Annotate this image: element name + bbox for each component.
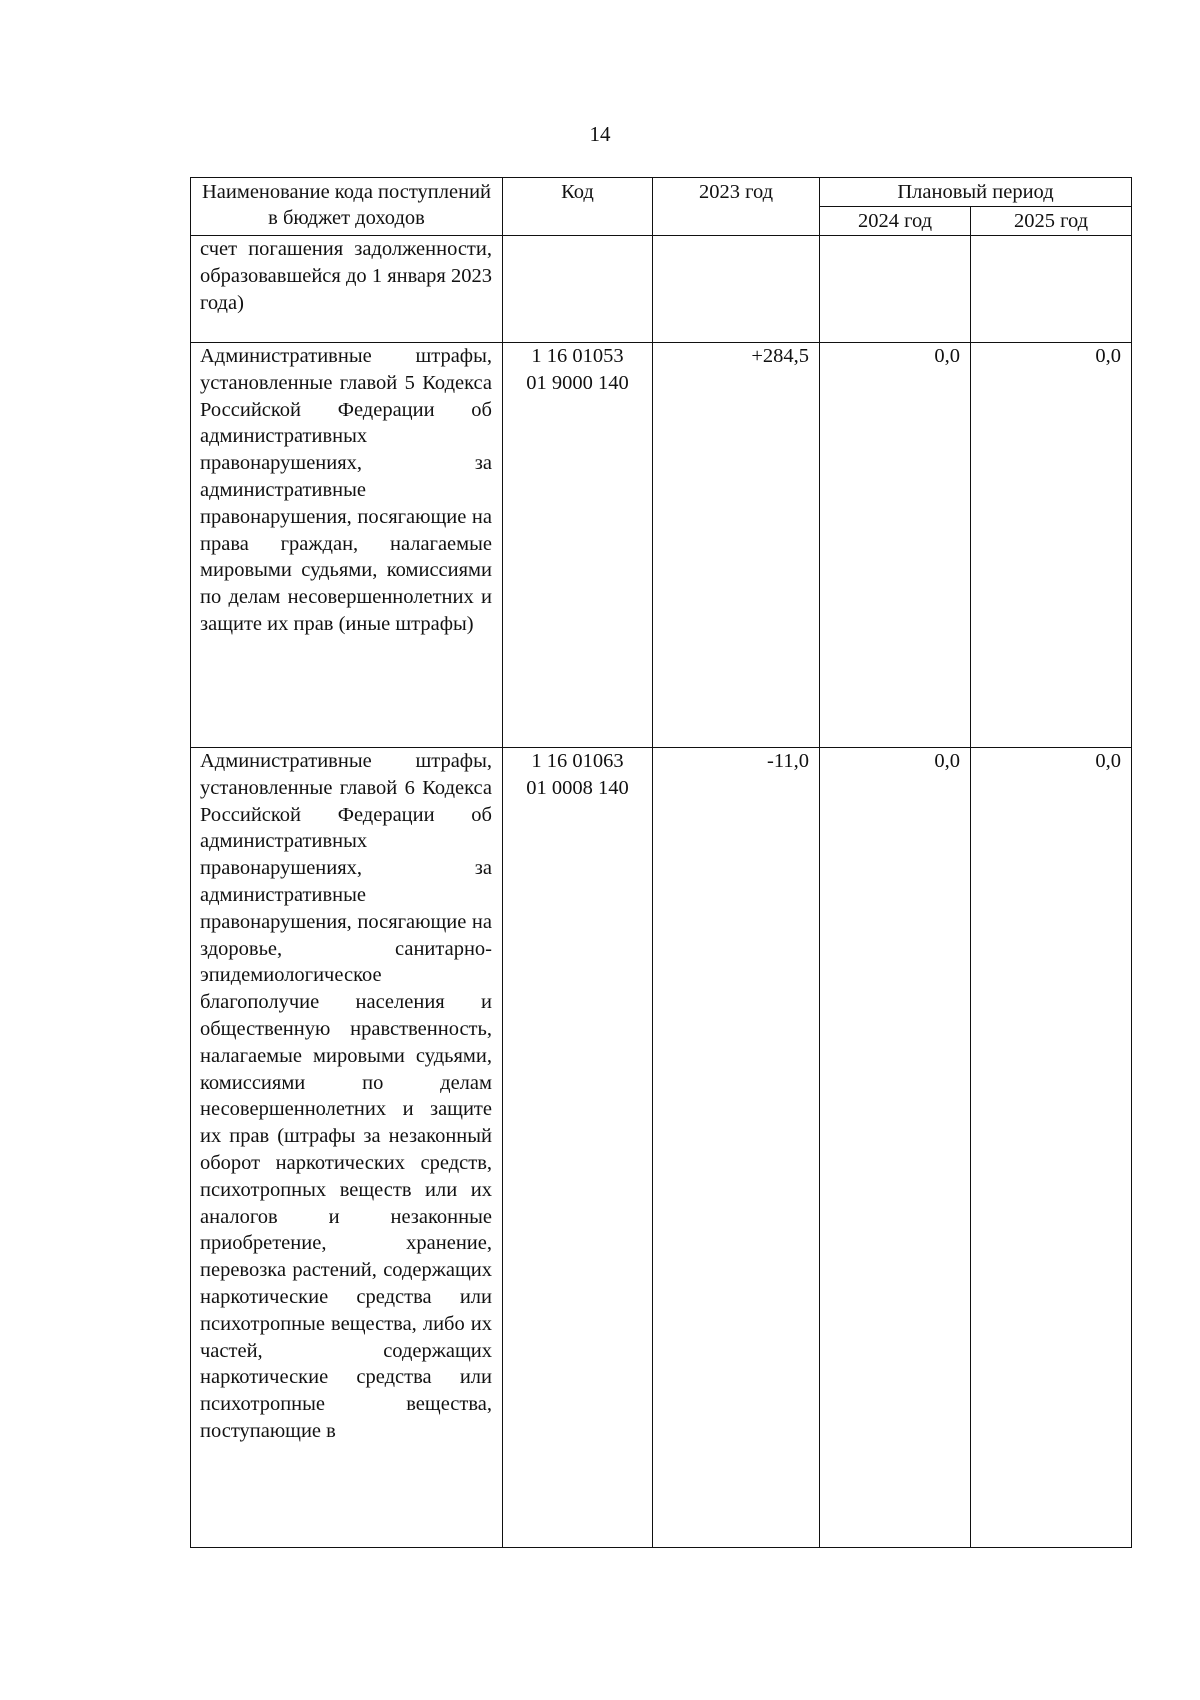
row-value-2024: 0,0 [820, 343, 971, 748]
header-name: Наименование кода поступлений в бюджет доходов [191, 178, 503, 236]
row-code-line: 1 16 01053 [531, 345, 624, 367]
row-code-line: 01 9000 140 [526, 371, 629, 394]
row-code-line: 1 16 01063 [531, 750, 624, 772]
table-header-row [191, 178, 1132, 207]
row-name: счет погашения задолженности, образовавшейся до 1 января 2023 года) [191, 236, 503, 343]
row-code [503, 343, 653, 748]
table-row [191, 343, 1132, 748]
row-value-2024 [820, 236, 971, 343]
row-value-2023: +284,5 [653, 343, 820, 748]
table-row [191, 748, 1132, 1548]
row-value-2023 [653, 236, 820, 343]
header-code: Код [503, 178, 653, 236]
page-number: 14 [589, 122, 611, 146]
header-year-2025: 2025 год [971, 207, 1132, 236]
row-value-2024: 0,0 [820, 748, 971, 1548]
row-value-2023: -11,0 [653, 748, 820, 1548]
table-row [191, 236, 1132, 343]
row-name: Административные штрафы, установленные главой 5 Кодекса Российской Федерации об административных правонарушениях, за административные правонарушения, посягающие на права граждан, налагаемые мировыми судьями, комиссиями по делам несовершеннолетних и защите их прав (иные штрафы) [191, 343, 503, 748]
row-code [503, 748, 653, 1548]
row-code [503, 236, 653, 343]
header-year-2024: 2024 год [820, 207, 971, 236]
row-name: Административные штрафы, установленные главой 6 Кодекса Российской Федерации об административных правонарушениях, за административные правонарушения, посягающие на здоровье, санитарно-эпидемиологическое благополучие населения и общественную нравственность, налагаемые мировыми судьями, комиссиями по делам несовершеннолетних и защите их прав (штрафы за незаконный оборот наркотических средств, психотропных веществ или их аналогов и незаконные приобретение, хранение, перевозка растений, содержащих наркотические средства или психотропные вещества, либо их частей, содержащих наркотические средства или психотропные вещества, поступающие в [191, 748, 503, 1548]
row-value-2025: 0,0 [971, 343, 1132, 748]
row-code-line: 01 0008 140 [526, 776, 629, 799]
header-year-2023: 2023 год [653, 178, 820, 236]
row-value-2025 [971, 236, 1132, 343]
budget-revenue-table [190, 177, 1132, 1548]
row-value-2025: 0,0 [971, 748, 1132, 1548]
header-planned-period: Плановый период [820, 178, 1132, 207]
